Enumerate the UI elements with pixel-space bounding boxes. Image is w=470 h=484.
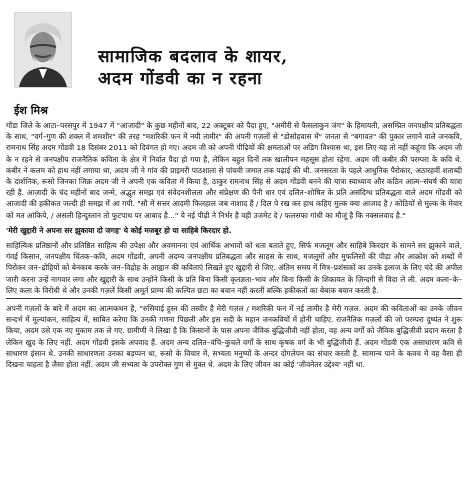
article-title <box>98 46 288 90</box>
author-photo <box>14 12 72 88</box>
article-paragraph-1: गोंडा जिले के आटा–परसपुर में 1947 में "आजादी" के कुछ महीनों बाद, 22 अक्टूबर को पैदा हुए, "अमीरी से फैसलाकुन जंग" के हिमायती, असम्प्रित जनपक्षीय प्रतिबद्धता के साथ, "वर्ग–गुण की शक्ल में शमशीर" की तरह "मशरिकी फन में नयी तामीर" की अपनी गज़लों से "डोसोहवास में" जनता से "बगावत" की पुकार लगाने वाले जनकवि, रामनाथ सिंह अदम गोंडवी 18 दिसंबर 2011 को दिवंगत हो गए। अदम जी को अपनी पीढ़ियों की क्षमताओं पर अडिग विश्वास था, इस लिए यह तो नहीं कहूंगा कि अदम जी के न रहने से जनपक्षीय राजनैतिक कविता के क्षेत्र में निर्वात पैदा हो गया है, लेकिन बहुत दिनों तक खालीपन महसूस होता रहेगा. अदम जी कबीर की परम्परा के कवि थे. कबीर ने कलम को हाथ नहीं लगाया था, अदम जी ने गांव की प्राइमरी पाठशाला से पांचवी जमात तक पढ़ाई की थी. जनसरता के पहले आधुनिक पैरोकार, अठारहवीं शताब्दी के दार्शनिक, रूसो जिनका जिक्र अदम जी ने अपनी एक कविता में किया है, ठाकुर रामनाथ सिंह से अदम गोंडवी बनने की यात्रा स्वाध्याय और कठिन आत्म–संघर्ष की यात्रा रही है. आज़ादी के चंद महीनों बाद जन्मे, अद्भुत समझ एवं संवेदनशीलता और संप्रेक्षण की पैनी धार एवं दलित–शोषित के प्रति असंदिग्ध प्रतिबद्धता वाले अदम गोंडवी को आजादी की हकीकत जल्दी ही समझ में आ गयी. "सौ में सत्तर आदमी फिलहाल जब नाशाद हैं / दिल पे रख कर हाथ कहिए मुल्क क्या आजाद है / कोठियों से मुल्क के मेयार को मत आंकिये, / असली हिन्दुस्तान तो फुटपाथ पर आबाद है..." ये नई पीढ़ी ने निर्भर है वही उजमेट दे / फलसफा गांधी का मौजूं है कि नक्सलवाद है." <box>6 121 462 220</box>
article-body <box>6 120 462 374</box>
article-title-line-2: अदम गोंडवी का न रहना <box>98 69 263 89</box>
author-portrait-image <box>15 13 71 87</box>
article-header <box>6 0 464 100</box>
article-title-line-1: सामाजिक बदलाव के शायर, <box>98 47 289 67</box>
section-divider <box>6 298 462 299</box>
article-paragraph-3: साहित्यिक प्रतिष्ठानों और प्रतिष्ठित साहित्य की उपेक्षा और अवमानना एवं आर्थिक अभावों को धता बताते हुए, सिर्फ मजलूम और साहिबे किरदार के सामने सर झुकाने वाले, गंवई किसान, जनपक्षीय चिंतक–कवि, अदम गोंडवी, अपनी अदम्य जनपक्षीय प्रतिबद्धता और साहस के साथ, मजलूमों और मुफलिसों की पीड़ा और आक्रोश को शब्दों में पिरोकर जन–द्रोहियों को बेनकाब करके जन–विद्रोह के आह्वान की कविताएं लिखते हुए खुद्दारी से जिए. अंतिम समय में मित्र–प्रशंसकों का उनके इलाज के लिए चंदे की अपील जारी करना उन्हें नागवार लगा और खुद्दारी के साथ उन्होंने किसी के प्रति बिना किसी कृतज्ञता–भाव और बिना किसी के शिकायत के ज़िन्दगी से विदा ले ली. अदम कला–के–लिए कला के विरोधी थे और उनकी गज़लें किसी अमूर्त प्राम्य की कल्पित छटा का बयान नहीं करतीं बल्कि हकीकतों का बेबाक बयान करती है. <box>6 241 462 295</box>
article-author: ईश मिश्र <box>14 104 48 117</box>
article-paragraph-2: 'मेरी खुद्दारी ने अपना सर झुकाया दो जगह' ये कोई मजबूर हो या साहिबे किरदार हो. <box>6 225 232 235</box>
article-paragraph-4: अपनी गज़लों के बारे में अदम का आत्मकथन है, "रुसियाई हुस्न की तस्वीर है मेरी गज़ल / मशरिकी फन में नई तामीर है मेरी गज़ल. अदम की कविताओं का उनके जीवन सन्दर्भ में मूल्यांकन, साहित्य में, साबित करेगा कि उनकी गणना पिछली और इस सदी के महान जनकवियों में होनी चाहिए. राजनैतिक गज़लों की जो परम्परा दुष्यंत ने शुरू किया, अदम उसे एक नए मुकाम तक ले गए. ग्रामीणी ने लिखा है कि किसानों के पास अपना जैविक बुद्धिजीवी नहीं होता, वह अन्य वर्गों को जैविक बुद्धिजीवी प्रदान करता है लेकिन खुद के लिए नहीं. अदम गोंडवी इसके अपवाद हैं. अदम अन्य दलित–वंचि–कुचले वर्गों के साथ कृषक वर्ग के भी बुद्धिजीवी हैं. अदम गोंडवी एक असाधारण कवि से साधारण इंसान थे. उनकी साधारणता उनका बड़प्पन था, रूसो के विचार में, सभ्यता मनुष्यों के अन्दर दोगलेपन का संचार करती है. सामान्य पाने के कवच में वह वैसा ही दिखना चाहता है जैसा होता नहीं. अदम जी सभ्यता के उपरोक्त गुण से मुक्त थे. अदम के लिए जीवन का कोई 'जीवनेतर उद्देश्य' नहीं था. <box>6 304 462 370</box>
